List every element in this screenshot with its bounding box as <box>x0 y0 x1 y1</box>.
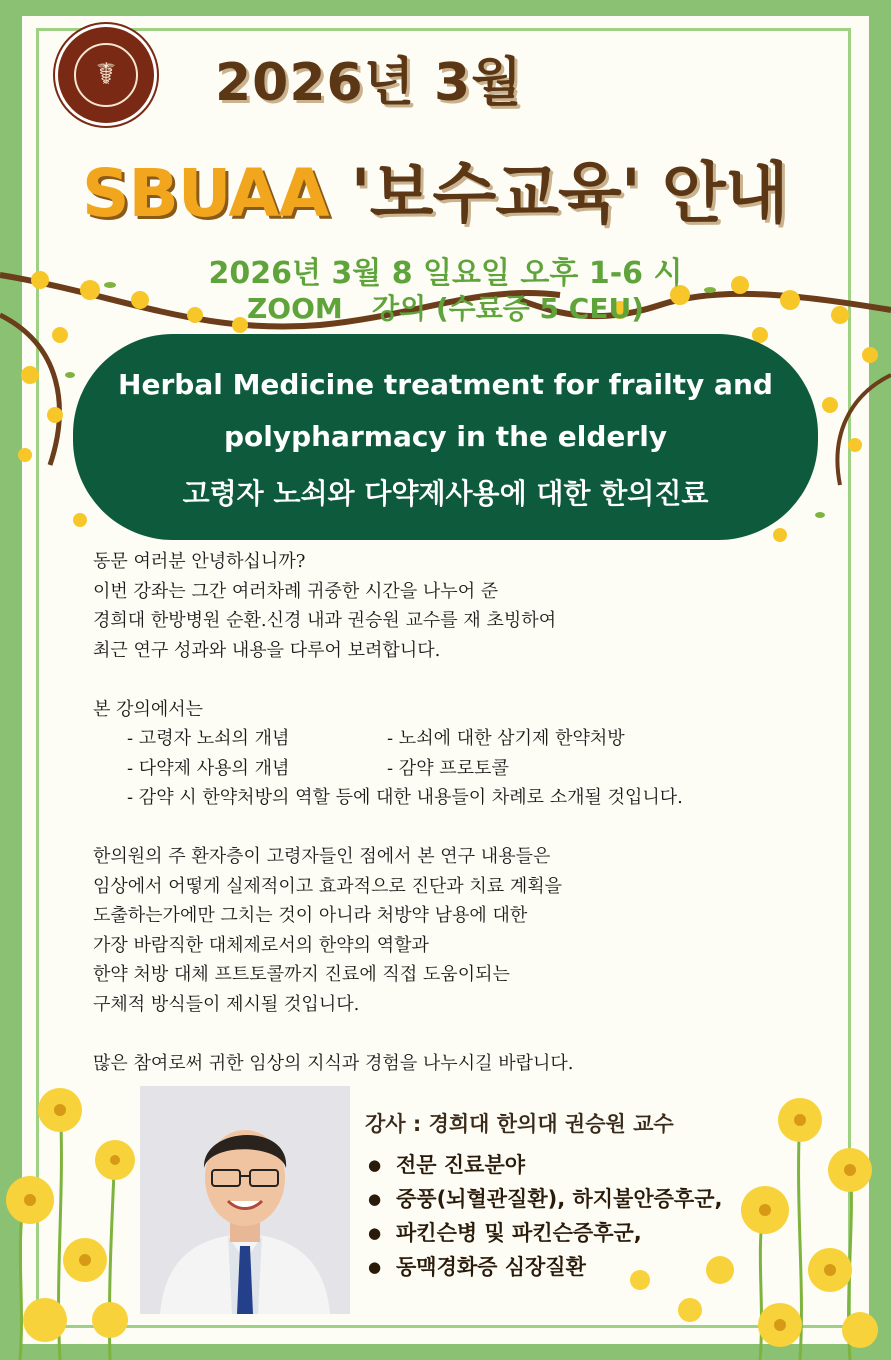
lecturer-photo <box>140 1086 350 1314</box>
body-line: 경희대 한방병원 순환.신경 내과 권승원 교수를 재 초빙하여 <box>93 610 557 631</box>
body-line: 한의원의 주 환자층이 고령자들인 점에서 본 연구 내용들은 <box>93 846 551 867</box>
topics-row <box>93 754 813 784</box>
banner-line-3: 고령자 노쇠와 다약제사용에 대한 한의진료 <box>182 477 709 510</box>
topic-item: - 감약 시 한약처방의 역할 등에 대한 내용들이 차례로 소개될 것입니다. <box>127 787 683 808</box>
body-line: 한약 처방 대체 프트토콜까지 진료에 직접 도움이되는 <box>93 964 510 985</box>
greeting-line: 동문 여러분 안녕하십니까? <box>93 551 306 572</box>
announcement-body <box>93 547 813 1078</box>
title-year-month: 2026년 3월 <box>215 53 523 113</box>
banner-line-2: polypharmacy in the elderly <box>223 420 668 453</box>
topics-intro: 본 강의에서는 <box>93 698 204 720</box>
event-date: 2026년 3월 8 일요일 오후 1-6 시 <box>208 256 683 291</box>
specialty-item: ● 동맥경화증 심장질환 <box>368 1252 722 1286</box>
body-line: 도출하는가에만 그치는 것이 아니라 처방약 남용에 대한 <box>93 905 528 926</box>
specialty-list <box>368 1150 722 1286</box>
title-brand: SBUAA <box>82 155 329 232</box>
body-line: 최근 연구 성과와 내용을 다루어 보려합니다. <box>93 639 441 661</box>
title-rest: '보수교육' 안내 <box>350 155 788 232</box>
specialty-item: ● 전문 진료분야 <box>368 1150 722 1184</box>
topic-item: - 고령자 노쇠의 개념 <box>127 728 290 749</box>
lecture-topic-banner <box>73 334 818 540</box>
lecturer-heading: 강사 : 경희대 한의대 권승원 교수 <box>365 1112 674 1136</box>
closing-line: 많은 참여로써 귀한 임상의 지식과 경험을 나누시길 바랍니다. <box>93 1052 574 1074</box>
body-line: 이번 강좌는 그간 여러차례 귀중한 시간을 나누어 준 <box>93 580 499 602</box>
topic-item: - 감약 프로토콜 <box>387 757 509 779</box>
body-line: 구체적 방식들이 제시될 것입니다. <box>93 993 360 1015</box>
body-line: 가장 바람직한 대체제로서의 한약의 역할과 <box>93 934 429 956</box>
specialty-item: ● 중풍(뇌혈관질환), 하지불안증후군, <box>368 1184 722 1218</box>
caduceus-icon: ☤ <box>95 57 117 92</box>
topic-item: - 다약제 사용의 개념 <box>127 757 290 779</box>
banner-line-1: Herbal Medicine treatment for frailty and <box>118 368 773 401</box>
university-seal-logo <box>55 24 157 126</box>
specialty-item: ● 파킨슨병 및 파킨슨증후군, <box>368 1218 722 1252</box>
topics-row <box>93 724 813 754</box>
main-title <box>82 140 787 235</box>
body-line: 임상에서 어떻게 실제적이고 효과적으로 진단과 치료 계획을 <box>93 875 563 897</box>
topic-item: - 노쇠에 대한 삼기제 한약처방 <box>387 728 625 749</box>
event-format: ZOOM 강의 (수료증 5 CEU) <box>247 292 644 325</box>
